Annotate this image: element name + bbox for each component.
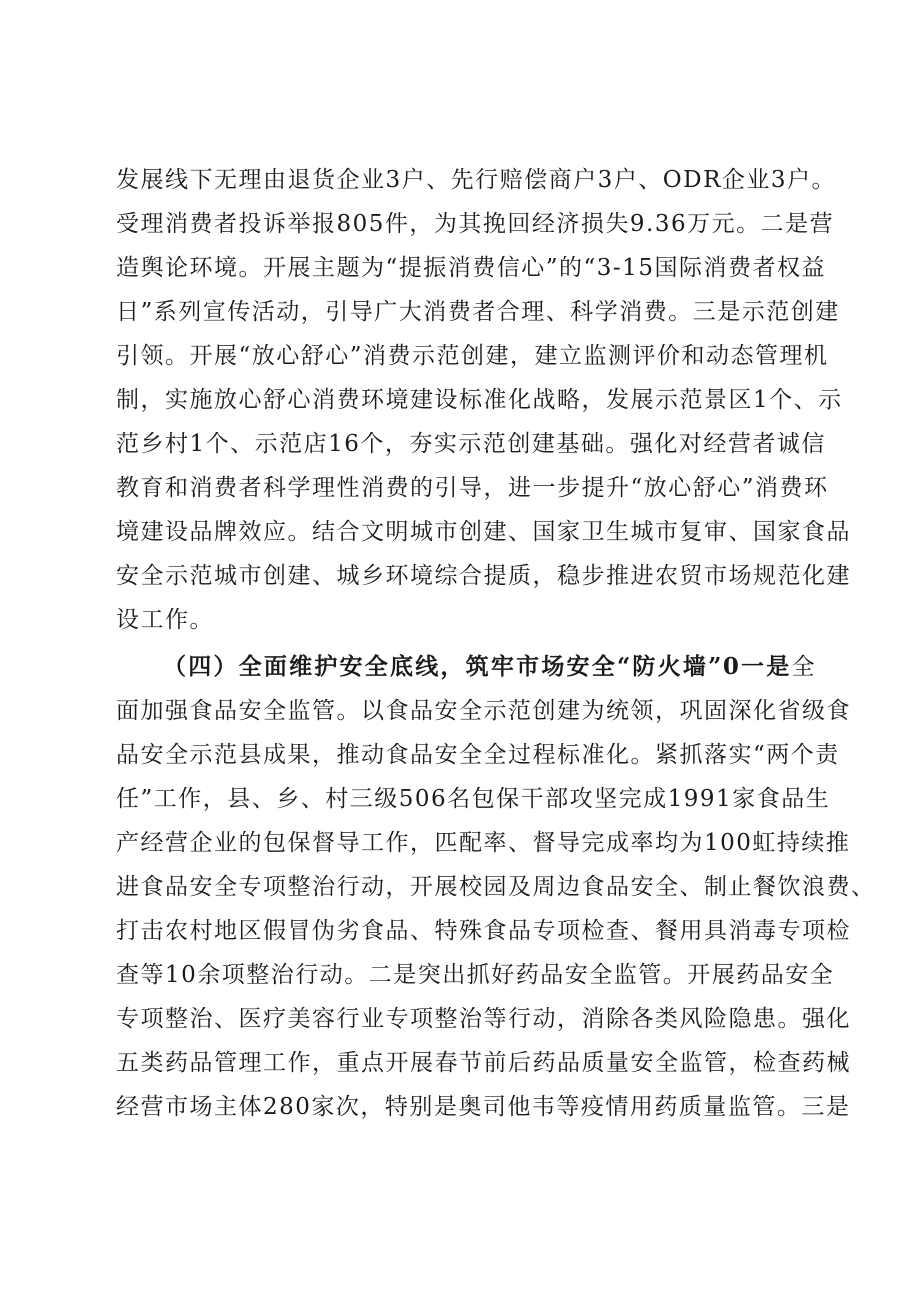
text-line: 造舆论环境。开展主题为“提振消费信心”的“3-15国际消费者权益	[116, 255, 826, 281]
text-line: 受理消费者投诉举报805件，为其挽回经济损失9.36万元。二是营	[116, 211, 835, 237]
text-line: 引领。开展“放心舒心”消费示范创建，建立监测评价和动态管理机	[116, 343, 829, 369]
section-heading: （四）全面维护安全底线，筑牢市场安全“防火墙”0一是	[163, 653, 792, 680]
text-line: 境建设品牌效应。结合文明城市创建、国家卫生城市复审、国家食品	[116, 519, 851, 545]
text-line: 教育和消费者科学理性消费的引导，进一步提升“放心舒心”消费环	[116, 475, 829, 501]
text-line: 经营市场主体280家次，特别是奥司他韦等疫情用药质量监管。三是	[116, 1094, 851, 1120]
section-heading-line	[163, 652, 816, 682]
text-line: 打击农村地区假冒伪劣食品、特殊食品专项检查、餐用具消毒专项检	[116, 918, 851, 944]
text-line: 设工作。	[116, 607, 214, 633]
text-line: 产经营企业的包保督导工作，匹配率、督导完成率均为100虹持续推	[116, 830, 851, 856]
text-line: 专项整治、医疗美容行业专项整治等行动，消除各类风险隐患。强化	[116, 1006, 851, 1032]
text-line: 任”工作，县、乡、村三级506名包保干部攻坚完成1991家食品生	[116, 786, 831, 812]
heading-tail-text: 全	[791, 654, 816, 680]
text-line: 五类药品管理工作，重点开展春节前后药品质量安全监管，检查药械	[116, 1050, 851, 1076]
text-line: 发展线下无理由退货企业3户、先行赔偿商户3户、ODR企业3户。	[116, 167, 837, 193]
text-line: 进食品安全专项整治行动，开展校园及周边食品安全、制止餐饮浪费、	[116, 874, 876, 900]
text-line: 面加强食品安全监管。以食品安全示范创建为统领，巩固深化省级食	[116, 698, 851, 724]
text-line: 制，实施放心舒心消费环境建设标准化战略，发展示范景区1个、示	[116, 387, 843, 413]
text-line: 日”系列宣传活动，引导广大消费者合理、科学消费。三是示范创建	[116, 299, 840, 325]
text-line: 范乡村1个、示范店16个，夯实示范创建基础。强化对经营者诚信	[116, 431, 826, 457]
text-line: 品安全示范县成果，推动食品安全全过程标准化。紧抓落实“两个责	[116, 742, 840, 768]
text-line: 安全示范城市创建、城乡环境综合提质，稳步推进农贸市场规范化建	[116, 563, 851, 589]
text-line: 查等10余项整治行动。二是突出抓好药品安全监管。开展药品安全	[116, 962, 835, 988]
